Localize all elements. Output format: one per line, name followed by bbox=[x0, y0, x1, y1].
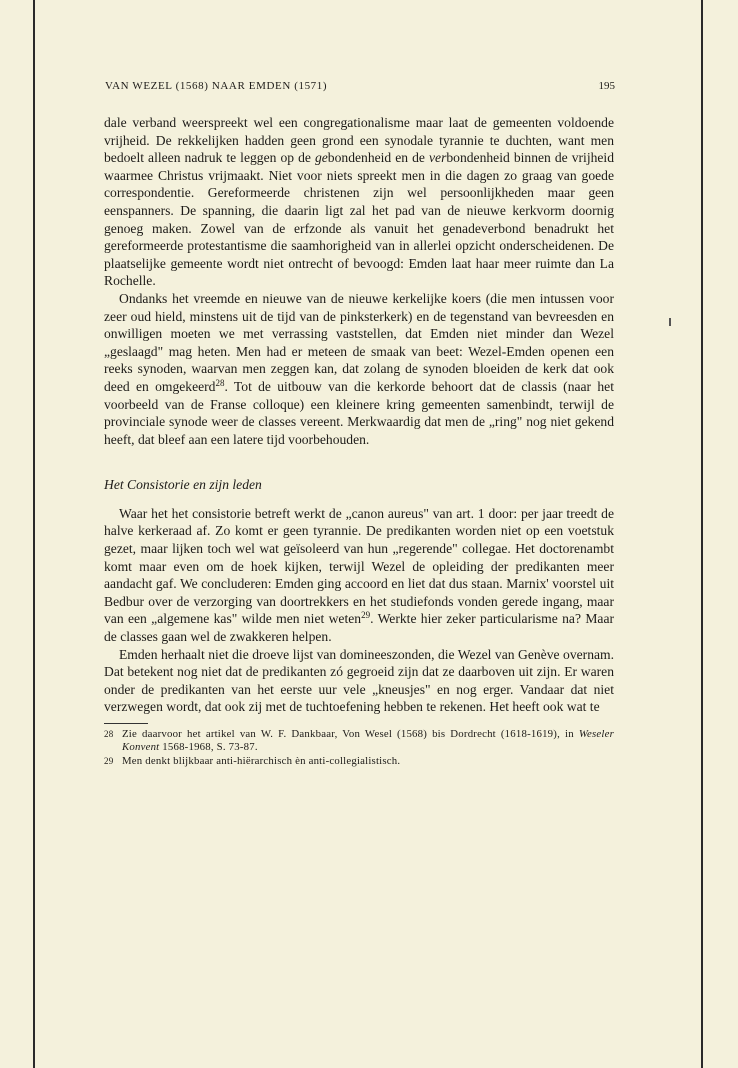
text-run: bondenheid binnen de vrijheid waarmee Christus vrijmaakt. Niet voor niets spreekt men in die dagen zo graag van goede correspondentie. Gereformeerde christenen zijn wel persoonlijkheden maar geen eenspanners. De spanning, die daarin ligt zal het pad van de nieuwe kerkvorm doornig genoeg maken. Zowel van de erfzonde als vanuit het genadeverbond benadrukt het gereformeerde protestantisme die saamhorigheid van in allerlei opzicht onderscheidenen. De plaatselijke gemeente wordt niet ontrecht of bevoogd: Emden laat haar meer ruimte dan La Rochelle. bbox=[104, 150, 615, 289]
paragraph bbox=[104, 290, 614, 448]
page-number: 195 bbox=[598, 80, 615, 92]
scan-right-edge-line bbox=[701, 0, 703, 1068]
footnotes bbox=[104, 728, 614, 768]
footnote-mark: 28 bbox=[104, 729, 114, 739]
text-run: 1568-1968, S. 73-87. bbox=[159, 741, 258, 754]
footnote bbox=[104, 755, 614, 768]
text-run: . Tot de uitbouw van die kerkorde behoort dat de classis (naar het voorbeeld van de Franse colloque) een kleinere kring gemeenten samenbindt, terwijl de provinciale synode weer de classes vereent. Merkwaardig dat men de „ring" nog niet gekend heeft, dat bleef aan een latere tijd voorbehouden. bbox=[104, 378, 614, 447]
text-run: Ondanks het vreemde en nieuwe van de nieuwe kerkelijke koers (die men intussen voor zeer oud hield, minstens uit de tijd van de pinksterkerk) en de tegenstand van bevreesden en onwilligen moeten we met verrassing vaststellen, dat Emden niet minder dan Wezel „geslaagd" mag heten. Men had er meteen de smaak van beet: Wezel-Emden openen een reeks synoden, waarvan men zeggen kan, dat zolang de synoden bloeiden de kerk dat ook deed en omgekeerd bbox=[104, 290, 614, 394]
section-heading: Het Consistorie en zijn leden bbox=[104, 477, 262, 493]
footnote-reference: 29 bbox=[361, 610, 371, 621]
footnote-text bbox=[122, 728, 614, 753]
footnote bbox=[104, 728, 614, 755]
paragraph bbox=[104, 114, 614, 290]
paragraph bbox=[104, 646, 614, 716]
text-run: Emden herhaalt niet die droeve lijst van domineeszonden, die Wezel van Genève overnam. Dat betekent nog niet dat de predikanten zó gegroeid zijn dat ze daarboven uit zijn. Er waren onder de predikanten van het eerste uur vele „kneusjes" en nog erger. Vandaar dat niet verzwegen wordt, dat ook zij met de tuchtoefening hebben te rekenen. Het heeft ook wat te bbox=[104, 646, 614, 715]
text-run: . Werkte hier zeker particularisme na? Maar de classes gaan wel de zwakkeren helpen. bbox=[104, 611, 615, 645]
ink-speck bbox=[669, 318, 671, 326]
italic-text: Weseler Konvent bbox=[122, 728, 614, 754]
paragraph bbox=[104, 505, 614, 646]
italic-text: ver bbox=[429, 150, 447, 166]
scan-left-edge-line bbox=[33, 0, 35, 1068]
footnote-separator bbox=[104, 723, 148, 724]
text-run: Waar het het consistorie betreft werkt de „canon aureus" van art. 1 door: per jaar treedt de halve kerkeraad af. Zo komt er geen tyrannie. De predikanten worden niet op een voetstuk gezet, maar lijken toch wel wat geïsoleerd van hun „regerende" collegae. Het doctorenambt komt maar even om de hoek kijken, terwijl Wezel de opleiding der predikanten meer aandacht gaf. We concluderen: Emden ging accoord en liet dat dus staan. Marnix' voorstel uit Bedbur over de verzorging van doortrekkers en het studiefonds vonden gerede ingang, maar van een „algemene kas" wilde men niet weten bbox=[104, 505, 614, 627]
running-head bbox=[105, 79, 615, 93]
footnote-reference: 28 bbox=[215, 377, 225, 388]
footnote-text bbox=[122, 755, 400, 767]
text-run: dale verband weerspreekt wel een congregationalisme maar laat de gemeenten voldoende vrijheid. De rekkelijken hadden geen grond een synodale tyrannie te duchten, want men bedoelt alleen nadruk te leggen op de bbox=[104, 115, 614, 166]
text-run: bondenheid en de bbox=[327, 150, 429, 166]
text-run: Zie daarvoor het artikel van W. F. Dankbaar, Von Wesel (1568) bis Dordrecht (1618-1619), in bbox=[122, 728, 579, 740]
body-text bbox=[104, 114, 614, 768]
text-run: Men denkt blijkbaar anti-hiërarchisch èn anti-collegialistisch. bbox=[122, 754, 401, 767]
running-head-title: VAN WEZEL (1568) NAAR EMDEN (1571) bbox=[105, 80, 328, 92]
footnote-mark: 29 bbox=[104, 755, 114, 766]
italic-text: ge bbox=[314, 150, 328, 166]
